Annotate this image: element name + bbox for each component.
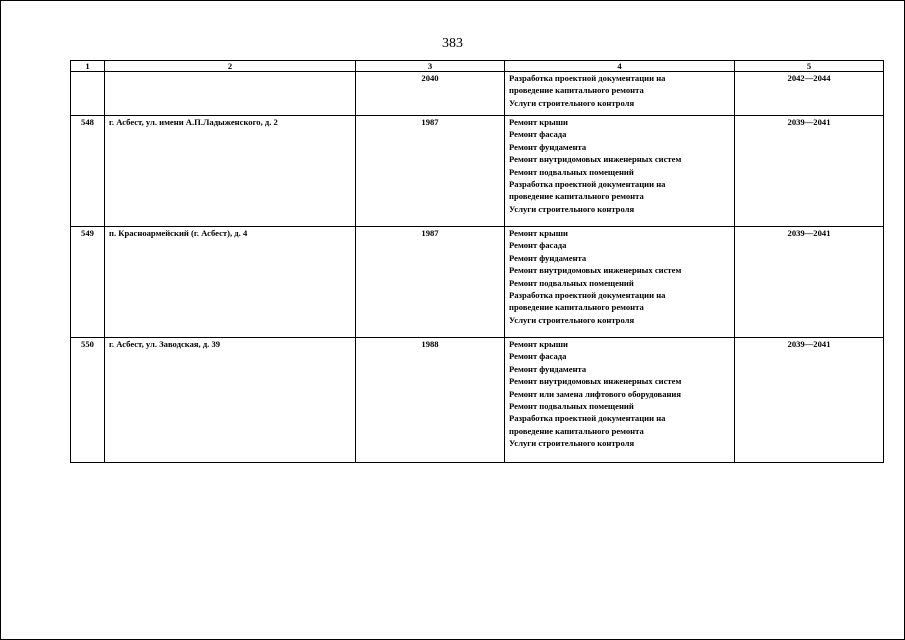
work-item: Ремонт подвальных помещений	[509, 166, 634, 177]
work-item: Ремонт внутридомовых инженерных систем	[509, 154, 682, 165]
column-header: 5	[735, 61, 884, 72]
table-row	[71, 338, 884, 463]
works-cell	[505, 227, 735, 338]
work-item: Ремонт фундамента	[509, 141, 587, 152]
year-cell: 1987	[356, 116, 505, 227]
address-cell: г. Асбест, ул. имени А.П.Ладыженского, д. 2	[105, 116, 356, 227]
work-item: Ремонт фасада	[509, 351, 567, 362]
work-item: Услуги строительного контроля	[509, 438, 635, 449]
period-cell: 2039—2041	[735, 338, 884, 463]
row-number: 548	[71, 116, 105, 227]
table-row	[71, 116, 884, 227]
work-item: проведение капитального ремонта	[509, 425, 644, 436]
year-cell: 2040	[356, 72, 505, 116]
period-cell: 2042—2044	[735, 72, 884, 116]
column-header: 1	[71, 61, 105, 72]
address-cell	[105, 72, 356, 116]
work-item: Ремонт внутридомовых инженерных систем	[509, 265, 682, 276]
year-cell: 1987	[356, 227, 505, 338]
works-cell	[505, 338, 735, 463]
work-item: Ремонт крыши	[509, 339, 568, 349]
capital-repair-table	[70, 60, 884, 463]
work-item: Ремонт или замена лифтового оборудования	[509, 388, 682, 399]
work-item: Разработка проектной документации на	[509, 290, 666, 301]
work-item: Ремонт подвальных помещений	[509, 401, 634, 412]
table-row	[71, 72, 884, 116]
work-item: Ремонт фасада	[509, 129, 567, 140]
work-item: Ремонт крыши	[509, 228, 568, 238]
work-item: Ремонт фундамента	[509, 363, 587, 374]
work-item: Ремонт фасада	[509, 240, 567, 251]
work-item: Разработка проектной документации на	[509, 413, 666, 424]
work-item: Ремонт внутридомовых инженерных систем	[509, 376, 682, 387]
work-item: проведение капитального ремонта	[509, 85, 644, 96]
work-item: Услуги строительного контроля	[509, 203, 635, 214]
work-item: Ремонт подвальных помещений	[509, 277, 634, 288]
address-cell: п. Красноармейский (г. Асбест), д. 4	[105, 227, 356, 338]
table-row	[71, 227, 884, 338]
page-number: 383	[442, 36, 463, 51]
works-cell	[505, 72, 735, 116]
works-cell	[505, 116, 735, 227]
work-item: Разработка проектной документации на	[509, 73, 666, 83]
row-number: 550	[71, 338, 105, 463]
year-cell: 1988	[356, 338, 505, 463]
work-item: Услуги строительного контроля	[509, 97, 635, 108]
work-item: проведение капитального ремонта	[509, 302, 644, 313]
column-header: 2	[105, 61, 356, 72]
period-cell: 2039—2041	[735, 227, 884, 338]
work-item: Ремонт крыши	[509, 117, 568, 127]
row-number	[71, 72, 105, 116]
address-cell: г. Асбест, ул. Заводская, д. 39	[105, 338, 356, 463]
work-item: проведение капитального ремонта	[509, 191, 644, 202]
column-header: 3	[356, 61, 505, 72]
work-item: Разработка проектной документации на	[509, 179, 666, 190]
work-item: Ремонт фундамента	[509, 252, 587, 263]
table-header-row	[71, 61, 884, 72]
period-cell: 2039—2041	[735, 116, 884, 227]
row-number: 549	[71, 227, 105, 338]
work-item: Услуги строительного контроля	[509, 314, 635, 325]
column-header: 4	[505, 61, 735, 72]
